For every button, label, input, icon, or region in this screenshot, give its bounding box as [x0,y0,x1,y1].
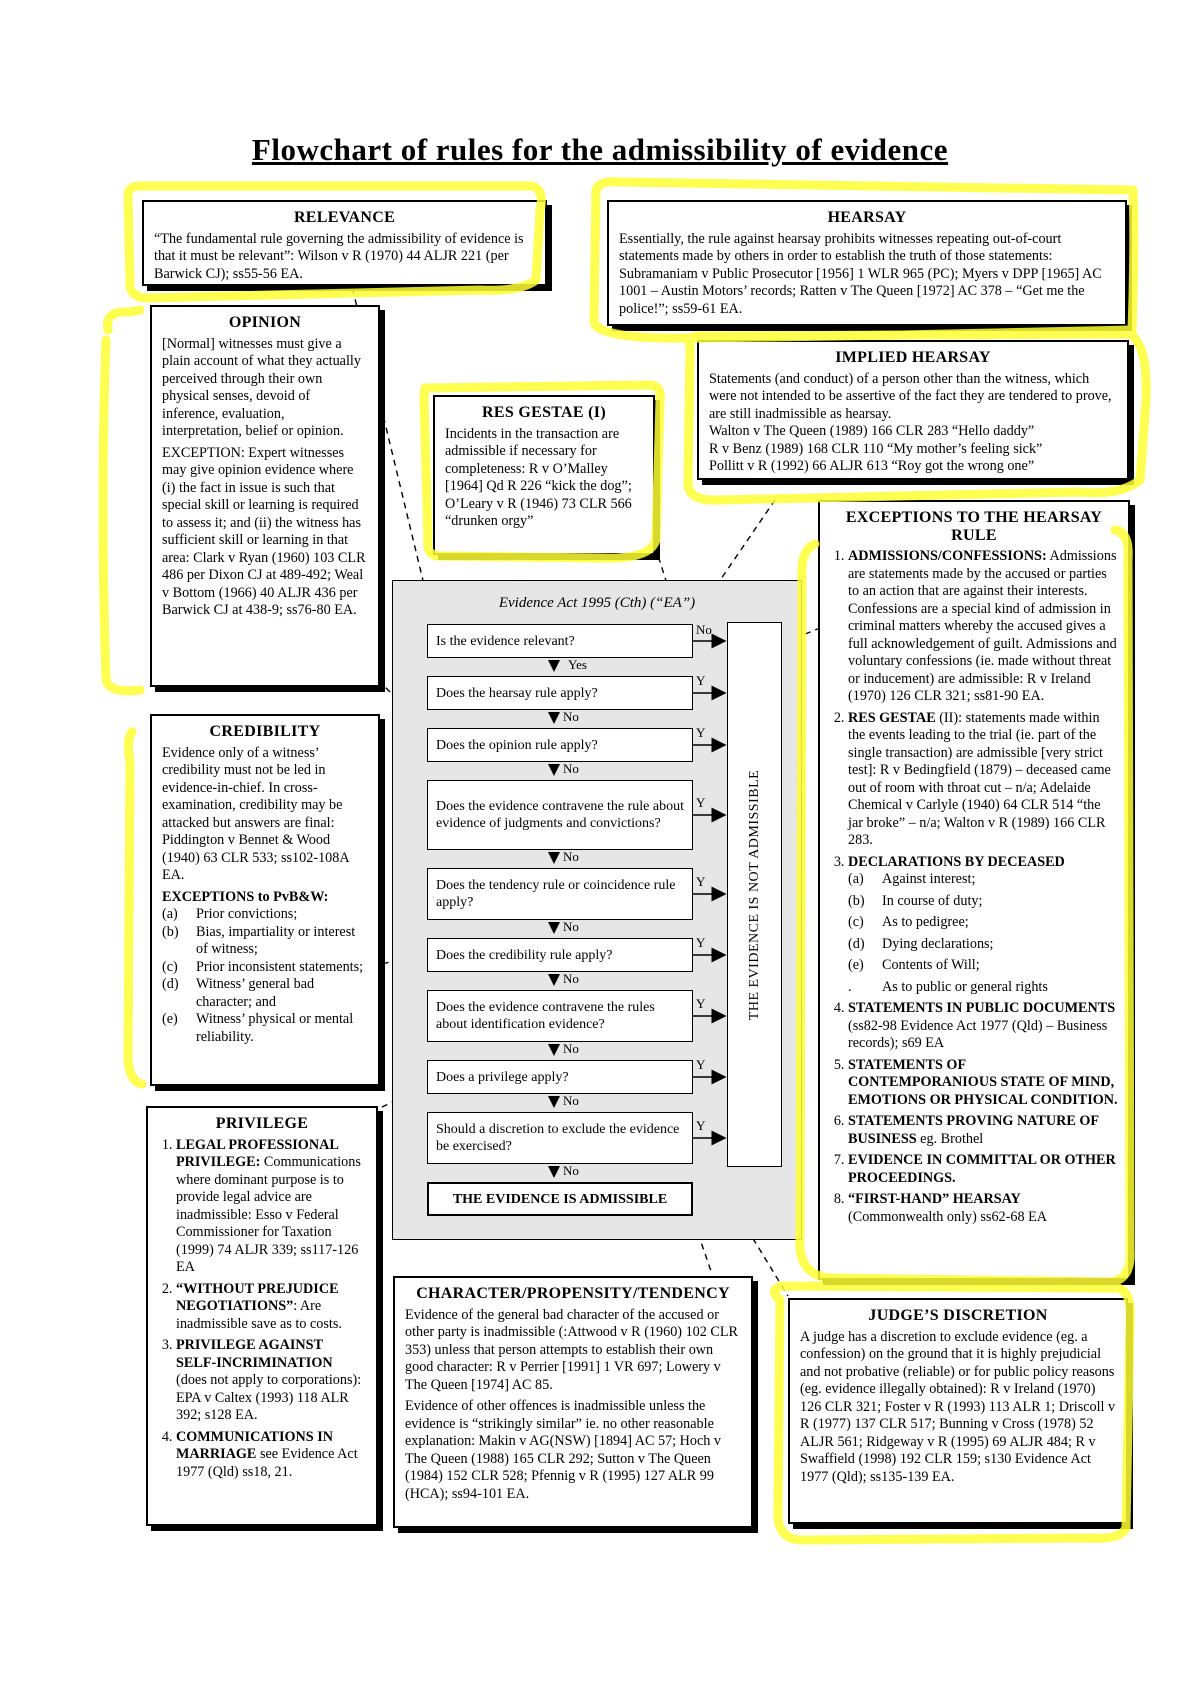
implied-hearsay-heading: IMPLIED HEARSAY [835,349,991,366]
no-label: No [563,849,579,864]
list-item: 2. RES GESTAE (II): statements made within the events leading to the trial (ie. part of the single transaction) are admissible [very strict test]: R v Bedingfield (1879) – deceased came out of room with throat cut – n/a; Adelaide Chemical v Carlyle (1940) 64 CLR 514 “the jar broke” – n/a; Walton v R (1989) 166 CLR 283. [848,710,1118,850]
list-item: (d) Witness’ general bad character; and [162,976,315,1010]
y-label: Y [696,874,706,889]
list-item: 3. DECLARATIONS BY DECEASED (a) Against interest; (b) In course of duty; (c) As to pedigree; (d) Dying declarations; (e) Contents of Will; . As to public or general rights [848,854,1118,997]
question-judgments: Does the evidence contravene the rule about evidence of judgments and convictions? [427,780,693,850]
admissible-box: THE EVIDENCE IS ADMISSIBLE [427,1182,693,1216]
character-heading: CHARACTER/PROPENSITY/TENDENCY [416,1285,730,1302]
list-item: 3. PRIVILEGE AGAINST SELF-INCRIMINATION (does not apply to corporations): EPA v Caltex (1993) 118 ALR 392; s128 EA. [176,1337,366,1425]
character-box [393,1276,753,1528]
list-item: (c) Prior inconsistent statements; [162,958,364,975]
deceased-sub-list [848,871,1118,996]
relevance-heading: RELEVANCE [293,209,396,226]
list-item: 7. EVIDENCE IN COMMITTAL OR OTHER PROCEEDINGS. [848,1152,1118,1187]
flowchart-header: Evidence Act 1995 (Cth) (“EA”) [498,595,696,611]
y-label: Y [696,725,706,740]
list-item: 4. COMMUNICATIONS IN MARRIAGE see Evidence Act 1977 (Qld) ss18, 21. [176,1429,366,1482]
y-label: Y [696,996,706,1011]
list-item: . As to public or general rights [848,978,1048,995]
relevance-text: “The fundamental rule governing the admissibility of evidence is that it must be relevant”: Wilson v R (1970) 44 ALJR 221 (per Barwick CJ); ss55-56 EA. [154,230,524,282]
hearsay-box [607,200,1127,326]
list-item: 1. ADMISSIONS/CONFESSIONS: Admissions are statements made by the accused or parties to an action that are against their interests. Confessions are a special kind of admission in criminal matters whereby the accused gives a full acknowledgement of guilt. Admissions and voluntary confessions (ie. made without threat or inducement) are admissible: R v Ireland (1970) 126 CLR 321; ss81-90 EA. [848,548,1118,706]
list-item: 4. STATEMENTS IN PUBLIC DOCUMENTS (ss82-98 Evidence Act 1977 (Qld) – Business records); s69 EA [848,1000,1118,1053]
res-gestae-box [433,395,655,555]
page-title: Flowchart of rules for the admissibility of evidence [251,132,949,167]
opinion-heading: OPINION [228,314,302,331]
list-item: (a) Against interest; [848,871,976,887]
privilege-box [146,1106,378,1526]
list-item: (e) Contents of Will; [848,957,980,973]
y-label: Y [696,935,706,950]
no-label: No [563,1163,579,1178]
question-tendency: Does the tendency rule or coincidence rule apply? [427,868,693,920]
discretion-text: A judge has a discretion to exclude evidence (eg. a confession) on the ground that it is highly prejudicial and not probative (reliable) or for public policy reasons (eg. evidence illegally obtained): R v Ireland (1970) 126 CLR 321; Foster v R (1993) 113 ALR 1; Driscoll v R (1977) 137 CLR 517; Bunning v Cross (1978) 52 ALJR 561; Ridgeway v R (1995) 69 ALJR 484; R v Swaffield (1998) 192 CLR 159; s130 Evidence Act 1977 (Qld); ss135-139 EA. [800,1328,1116,1485]
list-item: (b) In course of duty; [848,892,983,909]
hearsay-exceptions-box [818,500,1130,1280]
opinion-text: [Normal] witnesses must give a plain account of what they actually perceived through their own physical senses, devoid of inference, evaluation, interpretation, belief or opinion. [162,335,361,439]
opinion-box [150,305,380,687]
question-relevant: Is the evidence relevant? [427,624,693,658]
not-admissible-label: THE EVIDENCE IS NOT ADMISSIBLE [746,769,762,1020]
question-credibility: Does the credibility rule apply? [427,938,693,972]
question-discretion: Should a discretion to exclude the evidence be exercised? [427,1112,693,1164]
credibility-text: Evidence only of a witness’ credibility must not be led in evidence-in-chief. In cross-examination, credibility may be attacked but answers are final: Piddington v Bennet & Wood (1940) 63 CLR 533; ss102-108A EA. [162,744,349,883]
y-label: Y [696,673,706,688]
hearsay-text: Essentially, the rule against hearsay prohibits witnesses repeating out-of-court statements made by others in order to establish the truth of those statements: Subramaniam v Public Prosecutor [1956] 1 WLR 965 (PC); Myers v DPP [1965] AC 1001 – Austin Motors’ records; Ratten v The Queen [1972] AC 378 – “Get me the police!”; ss59-61 EA. [619,230,1102,317]
list-item: 8. “FIRST-HAND” HEARSAY (Commonwealth only) ss62-68 EA [848,1191,1118,1226]
question-hearsay: Does the hearsay rule apply? [427,676,693,710]
question-privilege: Does a privilege apply? [427,1060,693,1094]
y-label: Y [696,1057,706,1072]
no-label: No [563,1041,579,1056]
discretion-heading: JUDGE’S DISCRETION [868,1307,1048,1324]
no-label: No [563,919,579,934]
no-label: No [563,971,579,986]
no-label: No [563,1093,579,1108]
credibility-box [150,714,380,1086]
question-identification: Does the evidence contravene the rules about identification evidence? [427,990,693,1042]
character-text: Evidence of the general bad character of the accused or other party is inadmissible (:Attwood v R (1960) 102 CLR 353) unless that person attempts to establish their own good character: R v Perrier [1991] 1 VR 697; Lowery v The Queen [1974] AC 85. [405,1306,738,1393]
list-item: (b) Bias, impartiality or interest of witness; [162,923,356,957]
hearsay-exceptions-list [830,548,1118,1226]
y-label: Y [696,1118,706,1133]
list-item: 2. “WITHOUT PREJUDICE NEGOTIATIONS”: Are inadmissible save as to costs. [176,1281,366,1334]
yes-label: Yes [568,657,587,672]
implied-hearsay-case: Pollitt v R (1992) 66 ALJR 613 “Roy got the wrong one” [709,458,1035,474]
relevance-box [142,200,547,286]
hearsay-exceptions-heading: EXCEPTIONS TO THE HEARSAY RULE [845,509,1103,544]
list-item: 1. LEGAL PROFESSIONAL PRIVILEGE: Communications where dominant purpose is to provide legal advice are inadmissible: Esso v Federal Commissioner for Taxation (1999) 74 ALJR 339; ss117-126 EA [176,1137,366,1277]
question-opinion: Does the opinion rule apply? [427,728,693,762]
privilege-heading: PRIVILEGE [215,1115,309,1132]
no-label: No [696,622,712,637]
hearsay-heading: HEARSAY [827,209,907,226]
implied-hearsay-text: Statements (and conduct) of a person other than the witness, which were not intended to be assertive of the fact they are tendered to prove, are still inadmissible as hearsay. [709,370,1112,422]
list-item: (c) As to pedigree; [848,914,969,930]
credibility-exceptions-list [162,906,368,1046]
not-admissible-box [727,622,782,1167]
credibility-exceptions-heading: EXCEPTIONS to PvB&W: [162,888,329,905]
discretion-box [788,1298,1128,1524]
list-item: 5. STATEMENTS OF CONTEMPORANIOUS STATE OF MIND, EMOTIONS OR PHYSICAL CONDITION. [848,1057,1118,1110]
res-gestae-heading: RES GESTAE (I) [482,404,606,421]
list-item: (d) Dying declarations; [848,935,994,952]
privilege-list [158,1137,366,1482]
credibility-heading: CREDIBILITY [209,723,321,740]
res-gestae-text: Incidents in the transaction are admissible if necessary for completeness: R v O’Malley [1964] Qd R 226 “kick the dog”; O’Leary v R (1946) 73 CLR 566 “drunken orgy” [445,425,632,529]
opinion-exception-text: EXCEPTION: Expert witnesses may give opinion evidence where (i) the fact in issue is such that special skill or learning is required to assess it; and (ii) the witness has sufficient skill or learning in that area: Clark v Ryan (1960) 103 CLR 486 per Dixon CJ at 489-492; Weal v Bottom (1966) 40 ALJR 436 per Barwick CJ at 438-9; ss76-80 EA. [162,444,366,618]
list-item: (e) Witness’ physical or mental reliability. [162,1011,354,1045]
list-item: 6. STATEMENTS PROVING NATURE OF BUSINESS eg. Brothel [848,1113,1118,1148]
implied-hearsay-box [697,340,1129,480]
implied-hearsay-case: Walton v The Queen (1989) 166 CLR 283 “Hello daddy” [709,423,1035,439]
y-label: Y [696,795,706,810]
character-text-2: Evidence of other offences is inadmissible unless the evidence is “strikingly similar” ie. no other reasonable explanation: Makin v AG(NSW) [1894] AC 57; Hoch v The Queen (1988) 165 CLR 292; Sutton v The Queen (1984) 152 CLR 528; Pfennig v R (1995) 127 ALR 99 (HCA); ss94-101 EA. [405,1398,722,1502]
no-label: No [563,761,579,776]
list-item: (a) Prior convictions; [162,906,298,922]
implied-hearsay-case: R v Benz (1989) 168 CLR 110 “My mother’s feeling sick” [709,440,1043,457]
no-label: No [563,709,579,724]
